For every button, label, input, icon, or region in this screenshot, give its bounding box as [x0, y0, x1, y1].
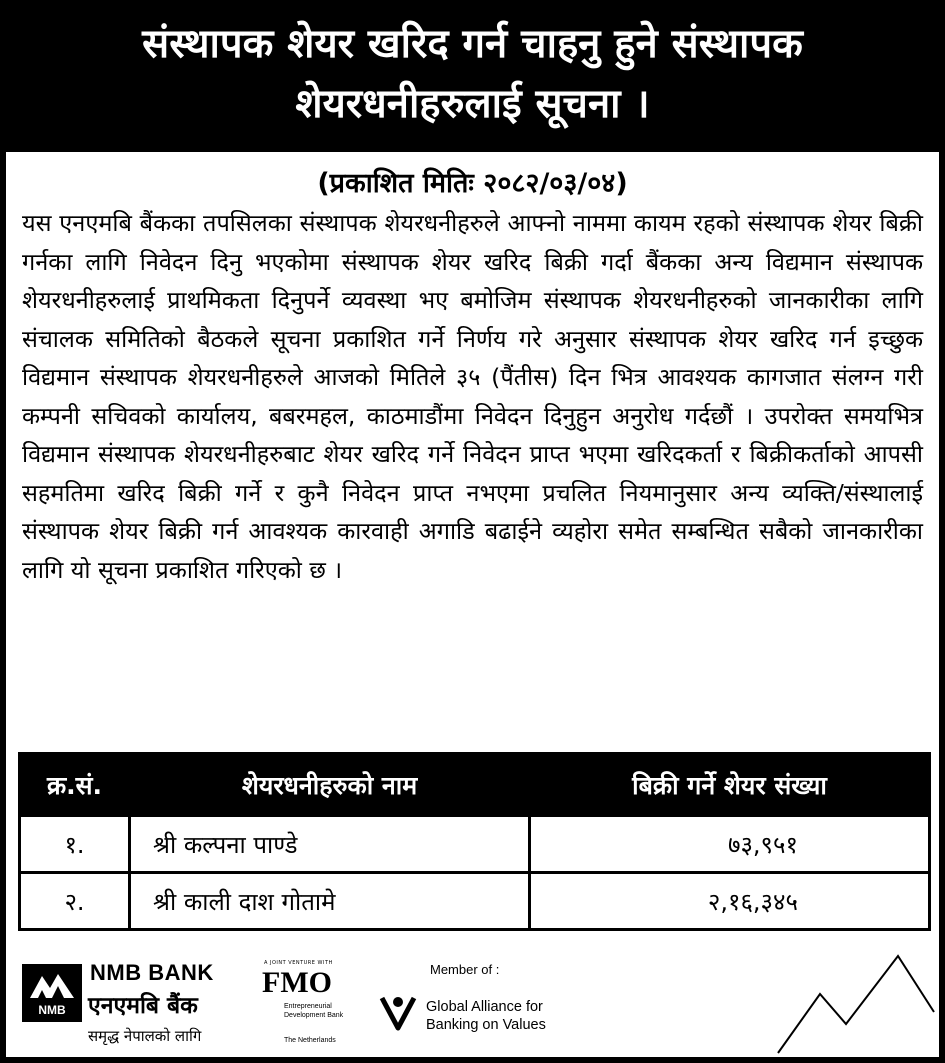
- header-share-quantity: बिक्री गर्ने शेयर संख्या: [530, 754, 930, 816]
- notice-title-line-1: संस्थापक शेयर खरिद गर्न चाहनु हुने संस्थापक: [142, 21, 803, 67]
- nmb-bank-name-np: एनएमबि बैंक: [88, 993, 198, 1019]
- share-quantity: २,१६,३४५: [530, 873, 930, 930]
- gabv-v-icon: [378, 992, 418, 1032]
- fmo-country: The Netherlands: [284, 1037, 336, 1044]
- table-row: [20, 816, 930, 873]
- header-shareholder-name: शेयरधनीहरुको नाम: [130, 754, 530, 816]
- notice-panel: [6, 152, 939, 1057]
- header-serial-number: क्र.सं.: [20, 754, 130, 816]
- mountain-outline-icon: [776, 950, 936, 1055]
- published-date: (प्रकाशित मितिः २०८२/०३/०४): [317, 168, 628, 199]
- notice-body: यस एनएमबि बैंकका तपसिलका संस्थापक शेयरधनीहरुले आफ्नो नाममा कायम रहको संस्थापक शेयर बिक्री गर्नका लागि निवेदन दिनु भएकोमा संस्थापक शेयर खरिद बिक्री गर्दा बैंकका अन्य विद्यमान संस्थापक शेयरधनीहरुलाई प्राथमिकता दिनुपर्ने व्यवस्था भए बमोजिम संस्थापक शेयरधनीहरुको जानकारीका लागि संचालक समितिको बैठकले सूचना प्रकाशित गर्ने निर्णय गरे अनुसार संस्थापक शेयर खरिद गर्न इच्छुक विद्यमान संस्थापक शेयरधनीहरुले आजको मितिले ३५ (पैंतीस) दिन भित्र आवश्यक कागजात संलग्न गरी कम्पनी सचिवको कार्यालय, बबरमहल, काठमाडौंमा निवेदन दिनुहुन अनुरोध गर्दछौं । उपरोक्त समयभित्र विद्यमान संस्थापक शेयरधनीहरुबाट शेयर खरिद गर्ने निवेदन प्राप्त भएमा खरिदकर्ता र बिक्रीकर्ताको आपसी सहमतिमा खरिद बिक्री गर्ने र कुनै निवेदन प्राप्त नभएमा प्रचलित नियमानुसार अन्य व्यक्ति/संस्थालाई संस्थापक शेयर बिक्री गर्न आवश्यक कारवाही अगाडि बढाईने व्यहोरा समेत सम्बन्धित सबैको जानकारीका लागि यो सूचना प्रकाशित गरिएको छ ।: [22, 209, 923, 584]
- nmb-tagline: समृद्ध नेपालको लागि: [88, 1027, 202, 1045]
- nmb-logo-text: NMB: [38, 1003, 66, 1017]
- shareholder-table: [18, 752, 931, 931]
- table-header-row: [20, 754, 930, 816]
- fmo-joint-venture-text: A JOINT VENTURE WITH: [264, 960, 333, 966]
- gabv-name-line-1: Global Alliance for: [426, 999, 543, 1015]
- table-row: [20, 873, 930, 930]
- nmb-mountain-mark-icon: [28, 970, 76, 1000]
- gabv-name: [426, 998, 546, 1034]
- nmb-logo-icon: [22, 964, 82, 1022]
- shareholder-name: श्री काली दाश गोतामे: [130, 873, 530, 930]
- share-quantity: ७३,९५१: [530, 816, 930, 873]
- shareholder-name: श्री कल्पना पाण्डे: [130, 816, 530, 873]
- serial-number: १.: [20, 816, 130, 873]
- nmb-bank-name-en: NMB BANK: [90, 960, 214, 985]
- fmo-description: Entrepreneurial Development Bank: [284, 1003, 344, 1019]
- notice-title-line-2: शेयरधनीहरुलाई सूचना ।: [295, 81, 650, 127]
- member-of-label: Member of :: [430, 962, 500, 977]
- gabv-name-line-2: Banking on Values: [426, 1017, 546, 1033]
- serial-number: २.: [20, 873, 130, 930]
- fmo-logo: FMO: [262, 966, 332, 999]
- notice-header: [0, 0, 945, 150]
